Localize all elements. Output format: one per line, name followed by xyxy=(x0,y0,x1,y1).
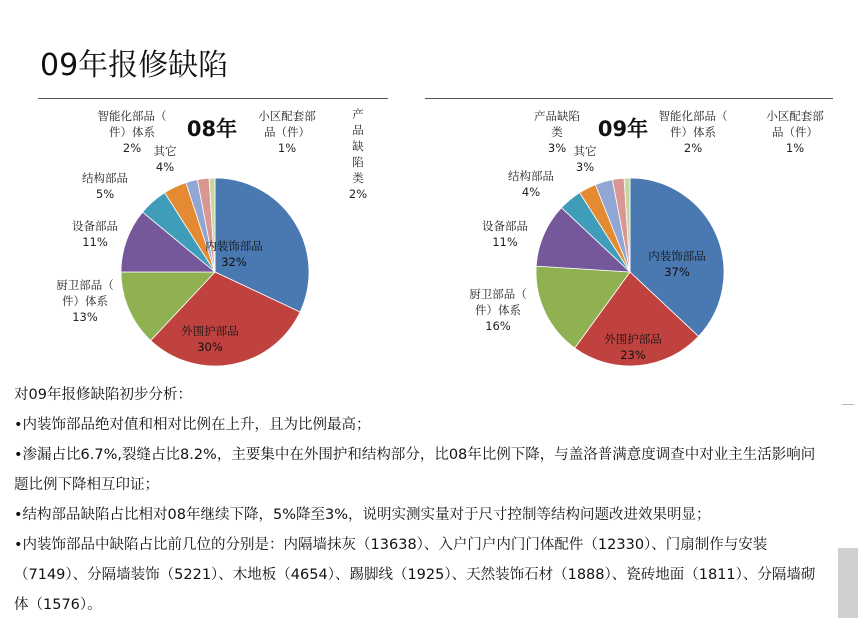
note-item: •内装饰部品绝对值和相对比例在上升，且为比例最高； xyxy=(14,417,371,433)
slice-label: 产品缺陷类 2% xyxy=(348,107,368,201)
pie-chart-08 xyxy=(40,100,420,372)
slice-label: 结构部品 5% xyxy=(82,171,128,201)
slice-label: 厨卫部品（件）体系 13% xyxy=(56,278,114,324)
slice-label: 内装饰部品 32% xyxy=(205,239,263,269)
slice-label: 外围护部品 30% xyxy=(181,324,239,354)
page-title: 09年报修缺陷 xyxy=(40,48,229,83)
notes-heading: 对09年报修缺陷初步分析： xyxy=(14,387,192,403)
note-item: •渗漏占比6.7%,裂缝占比8.2%，主要集中在外围护和结构部分，比08年比例下降，与盖洛普满意度调查中对业主生活影响问题比例下降相互印证； xyxy=(14,447,816,493)
pie-chart-09 xyxy=(455,100,855,372)
side-decoration xyxy=(838,548,858,618)
chart-year-label: 09年 xyxy=(597,117,649,141)
slice-label: 其它 4% xyxy=(153,144,177,174)
slice-label: 厨卫部品（件）体系 16% xyxy=(469,287,527,333)
pie-chart-09-svg xyxy=(455,100,855,372)
title-divider-right xyxy=(425,98,833,99)
slice-label: 其它 3% xyxy=(573,144,597,174)
slice-label: 内装饰部品 37% xyxy=(648,249,706,279)
pie-chart-08-svg xyxy=(40,100,420,372)
slice-label: 外围护部品 23% xyxy=(604,332,662,362)
analysis-notes xyxy=(14,380,824,620)
slice-label: 小区配套部品（件） 1% xyxy=(766,109,824,155)
title-divider-left xyxy=(38,98,388,99)
note-item: •内装饰部品中缺陷占比前几位的分别是：内隔墙抹灰（13638）、入户门户内门门体配件（12330）、门扇制作与安装（7149）、分隔墙装饰（5221）、木地板（4654）、踢脚线（1925）、天然装饰石材（1888）、瓷砖地面（1811）、分隔墙砌体（1576）。 xyxy=(14,537,816,613)
slice-label: 智能化部品（件）体系 2% xyxy=(658,109,728,155)
side-tick-mark xyxy=(842,404,854,405)
chart-year-label: 08年 xyxy=(186,117,238,141)
slice-label: 智能化部品（件）体系 2% xyxy=(97,109,167,155)
slice-label: 设备部品 11% xyxy=(482,219,528,249)
slice-label: 结构部品 4% xyxy=(508,169,554,199)
note-item: •结构部品缺陷占比相对08年继续下降，5%降至3%，说明实测实量对于尺寸控制等结构问题改进效果明显； xyxy=(14,507,711,523)
slice-label: 产品缺陷类 3% xyxy=(534,109,580,155)
slice-label: 小区配套部品（件） 1% xyxy=(258,109,316,155)
slice-label: 设备部品 11% xyxy=(72,219,118,249)
